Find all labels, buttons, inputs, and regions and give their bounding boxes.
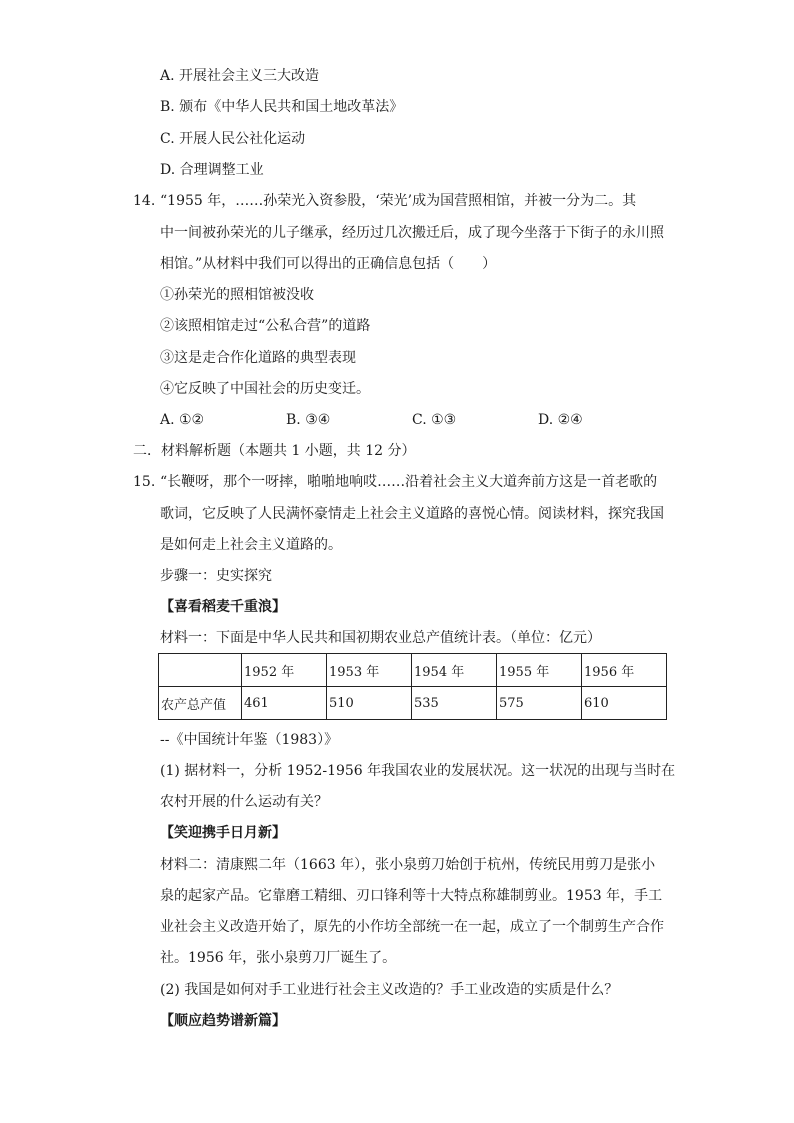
table-cell-value: 610 — [582, 687, 667, 720]
q14-number: 14. — [133, 193, 156, 209]
q14-choice-a: A. ①② — [160, 412, 205, 428]
table-header-year: 1955 年 — [497, 654, 582, 687]
table-cell-value: 461 — [242, 687, 327, 720]
q15-stem-line: 是如何走上社会主义道路的。 — [160, 537, 342, 553]
q14-stem-line: 相馆。”从材料中我们可以得出的正确信息包括（ ） — [160, 256, 497, 272]
section-title: 二．材料解析题（本题共 1 小题，共 12 分） — [133, 443, 416, 459]
q14-stem-line: “1955 年，……孙荣光入资参股，‘荣光’成为国营照相馆，并被一分为二。其 — [160, 193, 637, 209]
table-header-year: 1953 年 — [327, 654, 412, 687]
table-header-year: 1954 年 — [412, 654, 497, 687]
q15-sub2: (2) 我国是如何对手工业进行社会主义改造的？手工业改造的实质是什么？ — [160, 982, 619, 998]
table-row-label: 农产总产值 — [159, 687, 242, 720]
q15-heading-1: 【喜看稻麦千重浪】 — [160, 599, 286, 615]
q14-item-4: ④它反映了中国社会的历史变迁。 — [160, 381, 370, 397]
q13-option-d: D. 合理调整工业 — [160, 162, 264, 178]
q15-sub1-line: (1) 据材料一，分析 1952-1956 年我国农业的发展状况。这一状况的出现与当时在 — [160, 763, 676, 779]
q15-material1-intro: 材料一：下面是中华人民共和国初期农业总产值统计表。（单位：亿元） — [160, 630, 601, 646]
q15-number: 15. — [133, 474, 156, 490]
q14-choice-b: B. ③④ — [286, 412, 331, 428]
table-cell-value: 510 — [327, 687, 412, 720]
q14-item-3: ③这是走合作化道路的典型表现 — [160, 350, 356, 366]
q13-option-c: C. 开展人民公社化运动 — [160, 131, 306, 147]
q14-stem-line: 中一间被孙荣光的儿子继承，经历过几次搬迁后，成了现今坐落于下街子的永川照 — [160, 225, 664, 241]
table-row — [159, 687, 667, 720]
q15-step1: 步骤一：史实探究 — [160, 568, 272, 584]
table-cell-value: 535 — [412, 687, 497, 720]
q14-choice-c: C. ①③ — [412, 412, 457, 428]
q15-source: --《中国统计年鉴（1983）》 — [160, 732, 339, 748]
q15-sub1-line: 农村开展的什么运动有关？ — [160, 794, 328, 810]
q15-material2-line: 社。1956 年，张小泉剪刀厂诞生了。 — [160, 950, 397, 966]
q14-item-2: ②该照相馆走过“公私合营”的道路 — [160, 318, 371, 334]
q15-heading-2: 【笑迎携手日月新】 — [160, 825, 286, 841]
table-header-row — [159, 654, 667, 687]
q15-heading-3: 【顺应趋势谱新篇】 — [160, 1013, 286, 1029]
table-header-year: 1952 年 — [242, 654, 327, 687]
q13-option-a: A. 开展社会主义三大改造 — [160, 68, 320, 84]
table-header-year: 1956 年 — [582, 654, 667, 687]
q15-stem-line: “长鞭呀，那个一呀摔，啪啪地响哎……沿着社会主义大道奔前方这是一首老歌的 — [160, 474, 658, 490]
q15-stem-line: 歌词，它反映了人民满怀豪情走上社会主义道路的喜悦心情。阅读材料，探究我国 — [160, 506, 664, 522]
q15-material2-line: 泉的起家产品。它靠磨工精细、刃口锋利等十大特点称雄制剪业。1953 年，手工 — [160, 888, 663, 904]
table-cell-empty — [159, 654, 242, 687]
q14-choice-d: D. ②④ — [538, 412, 583, 428]
q15-material2-line: 业社会主义改造开始了，原先的小作坊全部统一在一起，成立了一个制剪生产合作 — [160, 919, 664, 935]
q14-item-1: ①孙荣光的照相馆被没收 — [160, 287, 314, 303]
table-cell-value: 575 — [497, 687, 582, 720]
q15-material2-line: 材料二：清康熙二年（1663 年），张小泉剪刀始创于杭州，传统民用剪刀是张小 — [160, 857, 656, 873]
agriculture-output-table — [158, 653, 667, 720]
q13-option-b: B. 颁布《中华人民共和国土地改革法》 — [160, 99, 404, 115]
